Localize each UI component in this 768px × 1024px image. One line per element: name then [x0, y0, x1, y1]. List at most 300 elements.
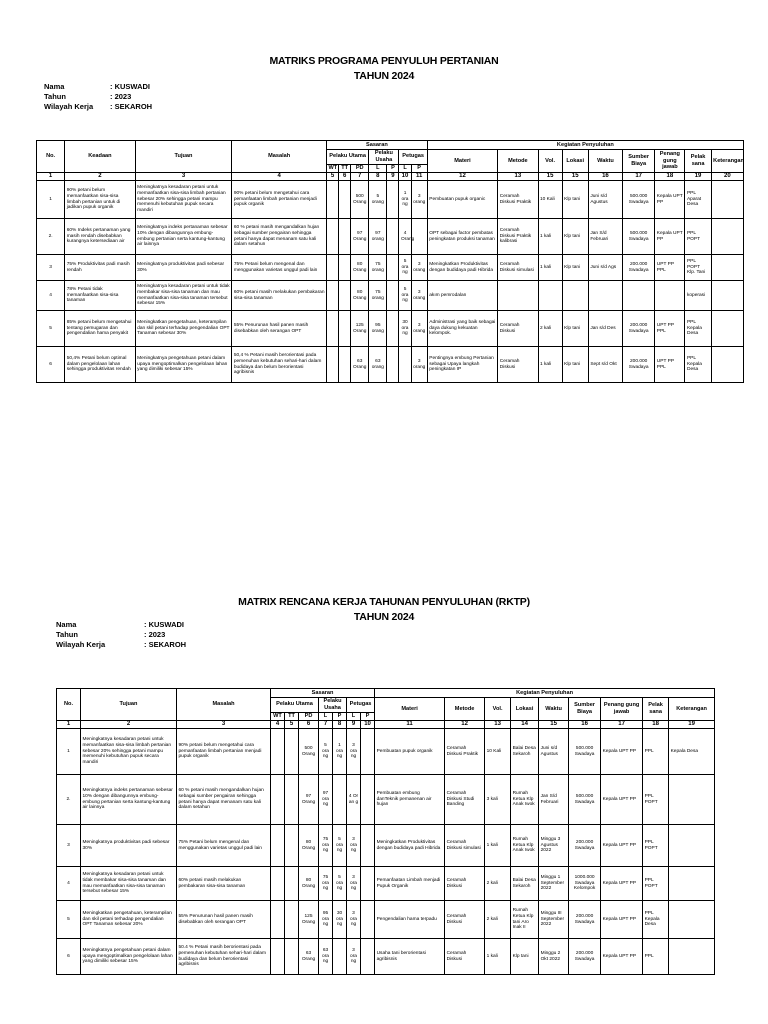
cell-p [387, 219, 399, 255]
cell-tujuan: Meningkatkan pengetahuan, keterampilan dan skil petani terhadap pengendalian OPT Tanaman sebesar 30% [135, 311, 232, 347]
cell-tt [339, 281, 351, 311]
column-number: 3 [135, 173, 232, 181]
cell-l2: 4 Orang [399, 219, 411, 255]
column-number: 17 [601, 721, 643, 729]
cell-no: 1 [57, 729, 81, 775]
column-number: 18 [643, 721, 669, 729]
cell-l: 75 ora ng [319, 825, 333, 867]
cell-ket [669, 939, 715, 975]
cell-wt [271, 775, 285, 825]
doc1-matrix-table [36, 140, 744, 383]
doc2-title-line1: MATRIX RENCANA KERJA TAHUNAN PENYULUHAN (RKTP) [238, 596, 530, 608]
cell-metode: Ceramah Diskusi Studi Banding [445, 775, 485, 825]
cell-sumber: 500.000 Swadaya [569, 729, 601, 775]
cell-sumber: 200.000 Swadaya [623, 311, 655, 347]
cell-tujuan: Meningkatnya produktivitas padi sebesar 30% [81, 825, 177, 867]
cell-sumber: 200.000 Swadaya [569, 825, 601, 867]
table-row [37, 219, 744, 255]
th-no: No. [57, 689, 81, 721]
cell-sumber: 200.000 Swadaya [569, 939, 601, 975]
cell-l: 95 ora ng [319, 901, 333, 939]
cell-ket [711, 281, 743, 311]
th-p: P [333, 712, 347, 721]
cell-masalah: 55% Penurunan hasil panen masih disebabkan oleh serangan OPT [232, 311, 327, 347]
info-label: Tahun [56, 630, 78, 639]
column-number: 5 [285, 721, 299, 729]
cell-ket [711, 219, 743, 255]
doc2-title-line2: TAHUN 2024 [353, 611, 415, 623]
cell-lokasi: Rumah Ketua Klp Anak Iwok [511, 775, 539, 825]
cell-metode: Ceramah Diskusi [498, 347, 538, 383]
cell-tt [339, 255, 351, 281]
cell-p2 [361, 729, 375, 775]
cell-l: 75 ora ng [319, 867, 333, 901]
cell-tt [285, 825, 299, 867]
cell-pj: Kepala UPT PP [655, 219, 685, 255]
cell-no: 2. [57, 775, 81, 825]
cell-vol: 2 kali [485, 867, 511, 901]
th-materi: Materi [375, 697, 445, 721]
column-number: 6 [339, 173, 351, 181]
cell-pelaksana: PPL [643, 729, 669, 775]
cell-waktu [588, 281, 622, 311]
cell-l: 5 orang [369, 181, 387, 219]
column-number: 11 [411, 173, 427, 181]
cell-l2: 5 ora ng [399, 255, 411, 281]
cell-ket [669, 775, 715, 825]
cell-p [387, 255, 399, 281]
cell-waktu: Jan s/d Des [588, 311, 622, 347]
matriks-programa-section [0, 54, 768, 84]
cell-l2: 4 Or an g [347, 775, 361, 825]
cell-lokasi: Klp tani [511, 939, 539, 975]
cell-pelaksana: PPL Aparat Desa [685, 181, 711, 219]
th-penanggung-jawab: Penang gung jawab [655, 149, 685, 173]
th-l: L [319, 712, 333, 721]
th-vol: Vol. [538, 149, 562, 173]
column-number: 4 [271, 721, 285, 729]
cell-ket [669, 901, 715, 939]
cell-vol: 2 kali [485, 901, 511, 939]
th-masalah: Masalah [232, 141, 327, 173]
cell-pelaksana: PPL [643, 939, 669, 975]
cell-metode: Ceramah Diskusi [445, 939, 485, 975]
cell-wt [271, 729, 285, 775]
doc2-info-block [56, 620, 186, 650]
cell-tt [285, 775, 299, 825]
column-number: 7 [319, 721, 333, 729]
cell-p2: 3 orang [411, 181, 427, 219]
cell-ket [669, 867, 715, 901]
th-kegiatan: Kegiatan Penyuluhan [427, 141, 743, 150]
cell-lokasi: Balai Desa Sekaroh [511, 729, 539, 775]
cell-pelaksana: PPL POPT [643, 867, 669, 901]
th-waktu: Waktu [588, 149, 622, 173]
column-number: 15 [538, 173, 562, 181]
column-number: 16 [588, 173, 622, 181]
cell-tt [285, 729, 299, 775]
cell-lokasi [562, 281, 588, 311]
cell-lokasi: Klp tani [562, 181, 588, 219]
cell-metode: Ceramah Diskusi [498, 311, 538, 347]
cell-metode [498, 281, 538, 311]
th-tujuan: Tujuan [135, 141, 232, 173]
cell-pd: 80 Orang [351, 255, 369, 281]
cell-p2: 3 orang [411, 255, 427, 281]
cell-pelaksana: PPL Kepala Desa [685, 311, 711, 347]
column-number: 10 [399, 173, 411, 181]
cell-l: 97 ora ng [319, 775, 333, 825]
cell-l2: 5 ora ng [399, 281, 411, 311]
cell-keadaan: 50,4% Petani belum optimal dalam pengelolaan lahan sehingga produktivitas rendah [65, 347, 135, 383]
cell-materi: Meningkatkan Produktivitas dengan budidaya padi Hibrida [375, 825, 445, 867]
cell-pd: 97 Orang [299, 775, 319, 825]
table-row [37, 181, 744, 219]
column-number: 5 [327, 173, 339, 181]
cell-tujuan: Meningkatnya kesadaran petani untuk tidak membakar sisa-sisa tanaman dan mau memanfaatkan sisa-sisa tanaman tersebut sebesar 15% [135, 281, 232, 311]
cell-pj: UPT PP PPL [655, 311, 685, 347]
th-no: No. [37, 141, 65, 173]
cell-p2 [361, 901, 375, 939]
cell-p2 [361, 867, 375, 901]
cell-lokasi: Rumah Ketua Klp Anak Iwok [511, 825, 539, 867]
cell-l2: 1 ora ng [399, 181, 411, 219]
cell-wt [327, 347, 339, 383]
cell-lokasi: Klp tani [562, 219, 588, 255]
cell-waktu: Juni s/d Agustus [539, 729, 569, 775]
cell-tt [339, 347, 351, 383]
cell-tt [285, 867, 299, 901]
cell-vol: 3 kali [485, 775, 511, 825]
cell-pd: 500 Orang [351, 181, 369, 219]
cell-pd: 125 Orang [299, 901, 319, 939]
cell-pj: Kepala UPT PP [655, 181, 685, 219]
cell-sumber: 1000.000 Swadaya Kelompok [569, 867, 601, 901]
cell-pelaksana: koperasi [685, 281, 711, 311]
th-pelaku-usaha: Pelaku Usaha [369, 149, 399, 164]
cell-vol: 10 Kali [538, 181, 562, 219]
th-wt: WT [328, 165, 338, 171]
cell-tujuan: Meningkatnya kesadaran petani untuk memanfaatkan sisa-sisa limbah pertanian sebesar 20% sehingga petani mampu memenuhi kebutuhan pupuk secara mandiri [135, 181, 232, 219]
cell-p: 1 ora ng [333, 729, 347, 775]
cell-waktu: Jan S/d Februari [539, 775, 569, 825]
doc1-info-block [44, 82, 152, 112]
cell-p2: 3 orang [411, 311, 427, 347]
cell-pelaksana: PPL POPT [643, 825, 669, 867]
cell-l: 97 orang [369, 219, 387, 255]
cell-p [387, 181, 399, 219]
cell-l2: 3 ora ng [347, 901, 361, 939]
cell-pj: Kepala UPT PP [601, 825, 643, 867]
cell-vol: 1 kali [538, 219, 562, 255]
table-row [57, 775, 715, 825]
th-keterangan: Keterangan [669, 697, 715, 721]
cell-keadaan: 90% petani belum memanfaatkan sisa-sisa limbah pertanian untuk di jadikan pupuk organik [65, 181, 135, 219]
cell-wt [271, 825, 285, 867]
column-number: 20 [711, 173, 743, 181]
cell-materi: Administrasi yang baik sebagai daya dukung kekuatan kelompok. [427, 311, 497, 347]
column-number: 19 [685, 173, 711, 181]
cell-tujuan: Meningkatnya indeks pertanaman sebesar 10% dengan dibangunnya embung-embung pertanian serta kantung-kantung air lainnya [81, 775, 177, 825]
cell-vol: 1 kali [485, 825, 511, 867]
cell-waktu: Minggu 2 Okt 2022 [539, 939, 569, 975]
cell-pj: Kepala UPT PP [601, 729, 643, 775]
table-row [57, 901, 715, 939]
cell-l2: 3 ora ng [347, 867, 361, 901]
column-number: 17 [623, 173, 655, 181]
cell-sumber: 500.000 Swadaya [623, 181, 655, 219]
cell-p [333, 775, 347, 825]
th-l2: L [399, 164, 411, 173]
column-number: 14 [511, 721, 539, 729]
cell-waktu: Juni s/d Ags [588, 255, 622, 281]
cell-pelaksana: PPL Kepala Desa [643, 901, 669, 939]
cell-sumber: 200.000 Swadaya [623, 255, 655, 281]
th-l2: L [347, 712, 361, 721]
cell-pelaksana: PPL Kepala Desa [685, 347, 711, 383]
th-pd: PD [351, 164, 369, 173]
cell-masalah: 60 % petani masih mengandalkan hujan sebagai sumber pengairan sehingga petani hanya dapat menanam satu kali dalam setahun [177, 775, 271, 825]
cell-p [387, 347, 399, 383]
cell-tujuan: Meningkatkan pengetahuan, keterampilan dan skil petani terhadap pengendalian OPT Tanaman sebesar 20% [81, 901, 177, 939]
cell-ket [711, 255, 743, 281]
th-tujuan: Tujuan [81, 689, 177, 721]
column-number: 13 [485, 721, 511, 729]
cell-ket [669, 825, 715, 867]
cell-pd: 80 Orang [299, 825, 319, 867]
cell-p2 [361, 939, 375, 975]
table-row [37, 255, 744, 281]
cell-wt [271, 901, 285, 939]
doc1-title-line1: MATRIKS PROGRAMA PENYULUH PERTANIAN [269, 55, 499, 67]
cell-ket [711, 181, 743, 219]
cell-l: 5 ora ng [319, 729, 333, 775]
cell-no: 4 [57, 867, 81, 901]
cell-lokasi: Klp tani [562, 347, 588, 383]
info-value: : KUSWADI [144, 620, 184, 629]
column-number: 1 [37, 173, 65, 181]
cell-pelaksana: PPL POPT Klp. Tani [685, 255, 711, 281]
cell-metode: Ceramah Diskusi Praktik [498, 181, 538, 219]
cell-p: 30 ora ng [333, 901, 347, 939]
th-p: P [387, 164, 399, 173]
cell-wt [271, 867, 285, 901]
table-row [57, 729, 715, 775]
cell-p: 5 ora ng [333, 867, 347, 901]
cell-metode: Ceramah Diskusi simulasi [498, 255, 538, 281]
cell-ket [711, 311, 743, 347]
cell-l2: 3 ora ng [347, 729, 361, 775]
cell-l: 63 orang [369, 347, 387, 383]
cell-masalah: 50.4 % Petani masih berorientasi pada pemenuhan kebutuhan sehari-hari dalam budidaya dan belum berorientasi agribisnis [177, 939, 271, 975]
column-number: 18 [655, 173, 685, 181]
th-p2: P [361, 712, 375, 721]
cell-keadaan: 85% petani belum mengetahui tentang pemugaran dan pengendalian hama penyakit [65, 311, 135, 347]
cell-pd: 125 Orang [351, 311, 369, 347]
cell-no: 4 [37, 281, 65, 311]
cell-tujuan: Meningkatnya kesadaran petani untuk memanfaatkan sisa-sisa limbah pertanian sebesar 20% sehingga petani mampu memenuhi kebutuhan pupuk secara mandiri [81, 729, 177, 775]
column-number: 19 [669, 721, 715, 729]
cell-masalah: 75% Petani belum mengenal dan menggunakan varietas unggul padi lain [232, 255, 327, 281]
column-number: 7 [351, 173, 369, 181]
cell-l2: 3 ora ng [347, 825, 361, 867]
info-value: : SEKAROH [144, 640, 187, 649]
cell-masalah: 60% petani masih melakukan pembakaran sisa-sisa tanaman [177, 867, 271, 901]
column-number: 15 [539, 721, 569, 729]
table-row [37, 347, 744, 383]
cell-tujuan: Meningkatnya pengetahuan petani dalam upaya mengoptimalkan pengelolaan lahan yang dimiliki sebesar 15% [135, 347, 232, 383]
cell-tujuan: Meningkatnya produktivitas padi sebesar 30% [135, 255, 232, 281]
column-number: 12 [445, 721, 485, 729]
column-number: 8 [333, 721, 347, 729]
cell-tt [339, 181, 351, 219]
cell-keadaan: 78% Petani tidak memanfaatkan sisa-sisa tanaman [65, 281, 135, 311]
cell-vol [538, 281, 562, 311]
cell-wt [327, 311, 339, 347]
cell-pj: UPT PP PPL [655, 347, 685, 383]
cell-sumber: 200.000 Swadaya [623, 347, 655, 383]
cell-l: 75 orang [369, 281, 387, 311]
column-number: 6 [299, 721, 319, 729]
cell-metode: Ceramah Diskusi simulasi [445, 825, 485, 867]
th-pelaksana: Pelak sana [643, 697, 669, 721]
cell-waktu: Juni s/d Agustus [588, 181, 622, 219]
cell-lokasi: Klp tani [562, 255, 588, 281]
cell-sumber: 500.000 Swadaya [569, 775, 601, 825]
th-pelaku-utama: Pelaku Utama [327, 149, 369, 164]
column-number: 9 [387, 173, 399, 181]
cell-materi: akım pemrodalan [427, 281, 497, 311]
info-value: : SEKAROH [110, 102, 153, 111]
cell-l2: 3 ora ng [347, 939, 361, 975]
column-number: 8 [369, 173, 387, 181]
cell-pd: 63 Orang [351, 347, 369, 383]
th-lokasi: Lokasi [562, 149, 588, 173]
cell-pd: 80 Orang [351, 281, 369, 311]
cell-materi: Pemanfaatan Limbah menjadi Pupuk Organik [375, 867, 445, 901]
info-value: : 2023 [110, 92, 132, 101]
cell-tt [339, 219, 351, 255]
cell-p [333, 939, 347, 975]
th-p2: P [411, 164, 427, 173]
cell-p [387, 311, 399, 347]
cell-materi: Pembuatan pupuk organik [375, 729, 445, 775]
th-petugas: Petugas [399, 149, 427, 164]
column-number-row [57, 721, 715, 729]
cell-tt [285, 901, 299, 939]
info-value: : 2023 [144, 630, 166, 639]
cell-pd: 97 Orang [351, 219, 369, 255]
th-tt: TT [285, 712, 299, 721]
cell-vol: 2 kali [538, 311, 562, 347]
cell-masalah: 60% petani masih melakukan pembakaran sisa-sisa tanaman [232, 281, 327, 311]
cell-ket [711, 347, 743, 383]
cell-no: 2. [37, 219, 65, 255]
th-penanggung-jawab: Penang gung jawab [601, 697, 643, 721]
cell-wt [327, 219, 339, 255]
th-masalah: Masalah [177, 689, 271, 721]
info-label: Nama [44, 82, 65, 91]
th-wt: WT [271, 712, 285, 721]
cell-no: 6 [57, 939, 81, 975]
info-label: Tahun [44, 92, 66, 101]
cell-vol: 1 kali [538, 347, 562, 383]
column-number: 4 [232, 173, 327, 181]
th-sasaran: Sasaran [327, 141, 428, 150]
cell-materi: Meningkatkan Produktivitas dengan budidaya padi Hibrida [427, 255, 497, 281]
cell-no: 5 [37, 311, 65, 347]
cell-materi: Usaha tani berorientasi agribisnis [375, 939, 445, 975]
th-sumber-biaya: Sumber Biaya [569, 697, 601, 721]
cell-materi: Pengendalian hama terpadu [375, 901, 445, 939]
cell-masalah: 50,4 % Petani masih berorientasi pada pemenuhan kebutuhan sehari-hari dalam budidaya dan belum berorientasi agribisnis [232, 347, 327, 383]
cell-p2 [361, 775, 375, 825]
cell-waktu: Minggu 3 Agustus 2022 [539, 825, 569, 867]
table-row [57, 939, 715, 975]
cell-no: 6 [37, 347, 65, 383]
info-label: Nama [56, 620, 77, 629]
cell-waktu: Sept s/d Okt [588, 347, 622, 383]
cell-masalah: 55% Penurunan hasil panen masih disebabkan oleh serangan OPT [177, 901, 271, 939]
column-number: 12 [427, 173, 497, 181]
th-keadaan: Keadaan [65, 141, 135, 173]
column-number: 2 [81, 721, 177, 729]
cell-pd: 500 Orang [299, 729, 319, 775]
doc1-title-line2: TAHUN 2024 [353, 70, 415, 82]
cell-waktu: Minggu 1 September 2022 [539, 867, 569, 901]
th-tt: TT [339, 164, 351, 173]
cell-no: 3 [57, 825, 81, 867]
cell-vol: 10 Kali [485, 729, 511, 775]
cell-lokasi: Balai Desa Sekaroh [511, 867, 539, 901]
cell-tujuan: Meningkatnya kesadaran petani untuk tidak membakar sisa-sisa tanaman dan mau memanfaatkan sisa-sisa tanaman tersebut sebesar 15% [81, 867, 177, 901]
cell-masalah: 90% petani belum mengetahui cara pemanfaatan limbah pertanian menjadi pupuk organik [177, 729, 271, 775]
cell-tujuan: Meningkatnya indeks pertanaman sebesar 10% dengan dibangunnya embung-embung pertanian serta kantung-kantung air lainnya [135, 219, 232, 255]
cell-l: 95 orang [369, 311, 387, 347]
cell-pelaksana: PPL POPT [643, 775, 669, 825]
cell-p2: 3 orang [411, 281, 427, 311]
th-lokasi: Lokasi [511, 697, 539, 721]
cell-lokasi: Rumah Ketua Klp tani Aro Inak II [511, 901, 539, 939]
column-number: 9 [347, 721, 361, 729]
th-pelaku-utama: Pelaku Utama [271, 697, 319, 712]
cell-waktu: Minggu III September 2022 [539, 901, 569, 939]
th-pelaku-usaha: Pelaku Usaha [319, 697, 347, 712]
column-number: 3 [177, 721, 271, 729]
cell-waktu: Jan S/d Februari [588, 219, 622, 255]
cell-metode: Ceramah Diskusi [445, 867, 485, 901]
th-pd: PD [299, 712, 319, 721]
column-number: 10 [361, 721, 375, 729]
cell-l: 75 orang [369, 255, 387, 281]
cell-tt [285, 939, 299, 975]
cell-pj: UPT PP PPL [655, 255, 685, 281]
cell-masalah: 75% Petani belum mengenal dan menggunakan varietas unggul padi lain [177, 825, 271, 867]
table-row [57, 825, 715, 867]
cell-p [387, 281, 399, 311]
cell-pj: Kepala UPT PP [601, 867, 643, 901]
column-number: 16 [569, 721, 601, 729]
cell-tujuan: Meningkatnya pengetahuan petani dalam upaya mengoptimalkan pengelolaan lahan yang dimiliki sebesar 15% [81, 939, 177, 975]
cell-wt [327, 181, 339, 219]
cell-materi: Pembuatan embung danTeknik pemanenan air hujan [375, 775, 445, 825]
th-sumber-biaya: Sumber Biaya [623, 149, 655, 173]
column-number: 11 [375, 721, 445, 729]
cell-masalah: 60 % petani masih mengandalkan hujan sebagai sumber pengairan sehingga petani hanya dapat menanam satu kali dalam setahun [232, 219, 327, 255]
cell-materi: Pentingnya embung Pertanian sebagai Upaya langkah peningkatan IP [427, 347, 497, 383]
th-petugas: Petugas [347, 697, 375, 712]
cell-wt [271, 939, 285, 975]
